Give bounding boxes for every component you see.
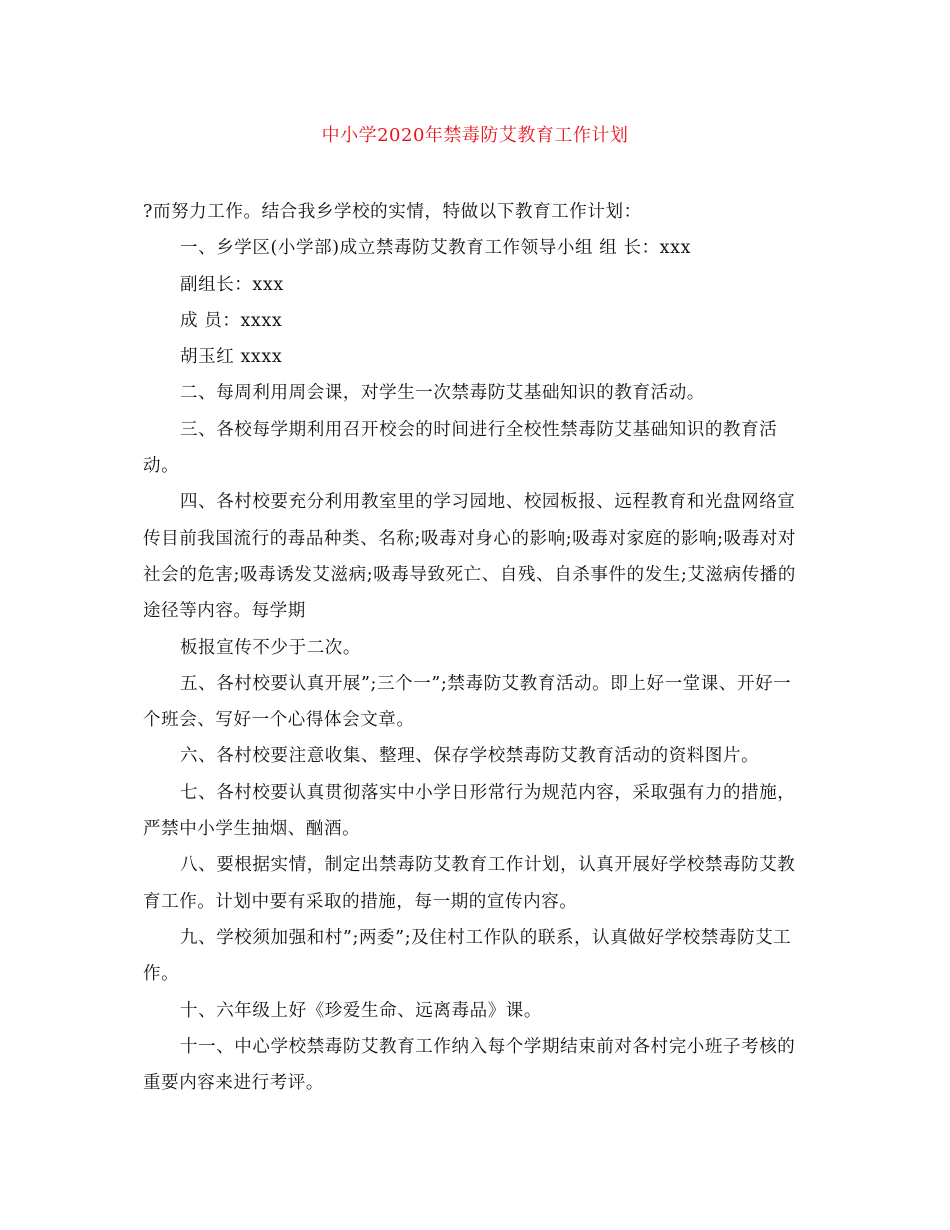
paragraph-intro: ?而努力工作。结合我乡学校的实情，特做以下教育工作计划： bbox=[143, 202, 642, 222]
paragraph-item-4-continued: 板报宣传不少于二次。 bbox=[180, 637, 361, 658]
paragraph-item-5: 五、各村校要认真开展”;三个一”;禁毒防艾教育活动。即上好一堂课、开好一个班会、写好一个心得体会文章。 bbox=[143, 673, 792, 731]
paragraph-item-1: 一、乡学区(小学部)成立禁毒防艾教育工作领导小组 组 长：xxx bbox=[180, 238, 692, 259]
document-title: 中小学2020年禁毒防艾教育工作计划 bbox=[321, 125, 629, 146]
paragraph-item-11: 十一、中心学校禁毒防艾教育工作纳入每个学期结束前对各村完小班子考核的重要内容来进行考评。 bbox=[143, 1036, 796, 1094]
document-body bbox=[143, 194, 808, 1101]
paragraph-members: 成 员：xxxx bbox=[180, 310, 283, 331]
paragraph-item-7: 七、各村校要认真贯彻落实中小学日形常行为规范内容，采取强有力的措施，严禁中小学生抽烟、酗酒。 bbox=[143, 782, 796, 840]
paragraph-item-3: 三、各校每学期利用召开校会的时间进行全校性禁毒防艾基础知识的教育活动。 bbox=[143, 419, 778, 477]
paragraph-item-6: 六、各村校要注意收集、整理、保存学校禁毒防艾教育活动的资料图片。 bbox=[180, 746, 760, 767]
paragraph-item-8: 八、要根据实情，制定出禁毒防艾教育工作计划，认真开展好学校禁毒防艾教育工作。计划中要有采取的措施，每一期的宣传内容。 bbox=[143, 855, 796, 912]
paragraph-item-9: 九、学校须加强和村”;两委”;及住村工作队的联系，认真做好学校禁毒防艾工作。 bbox=[143, 927, 792, 985]
paragraph-item-10: 十、六年级上好《珍爱生命、远离毒品》课。 bbox=[180, 1000, 542, 1021]
paragraph-member-name: 胡玉红 xxxx bbox=[180, 347, 283, 368]
paragraph-item-4: 四、各村校要充分利用教室里的学习园地、校园板报、远程教育和光盘网络宣传目前我国流行的毒品种类、名称;吸毒对身心的影响;吸毒对家庭的影响;吸毒对对社会的危害;吸毒诱发艾滋病;吸毒导致死亡、自残、自杀事件的发生;艾滋病传播的途径等内容。每学期 bbox=[143, 492, 796, 622]
paragraph-deputy-leader: 副组长：xxx bbox=[180, 274, 284, 295]
paragraph-item-2: 二、每周利用周会课，对学生一次禁毒防艾基础知识的教育活动。 bbox=[180, 383, 705, 404]
